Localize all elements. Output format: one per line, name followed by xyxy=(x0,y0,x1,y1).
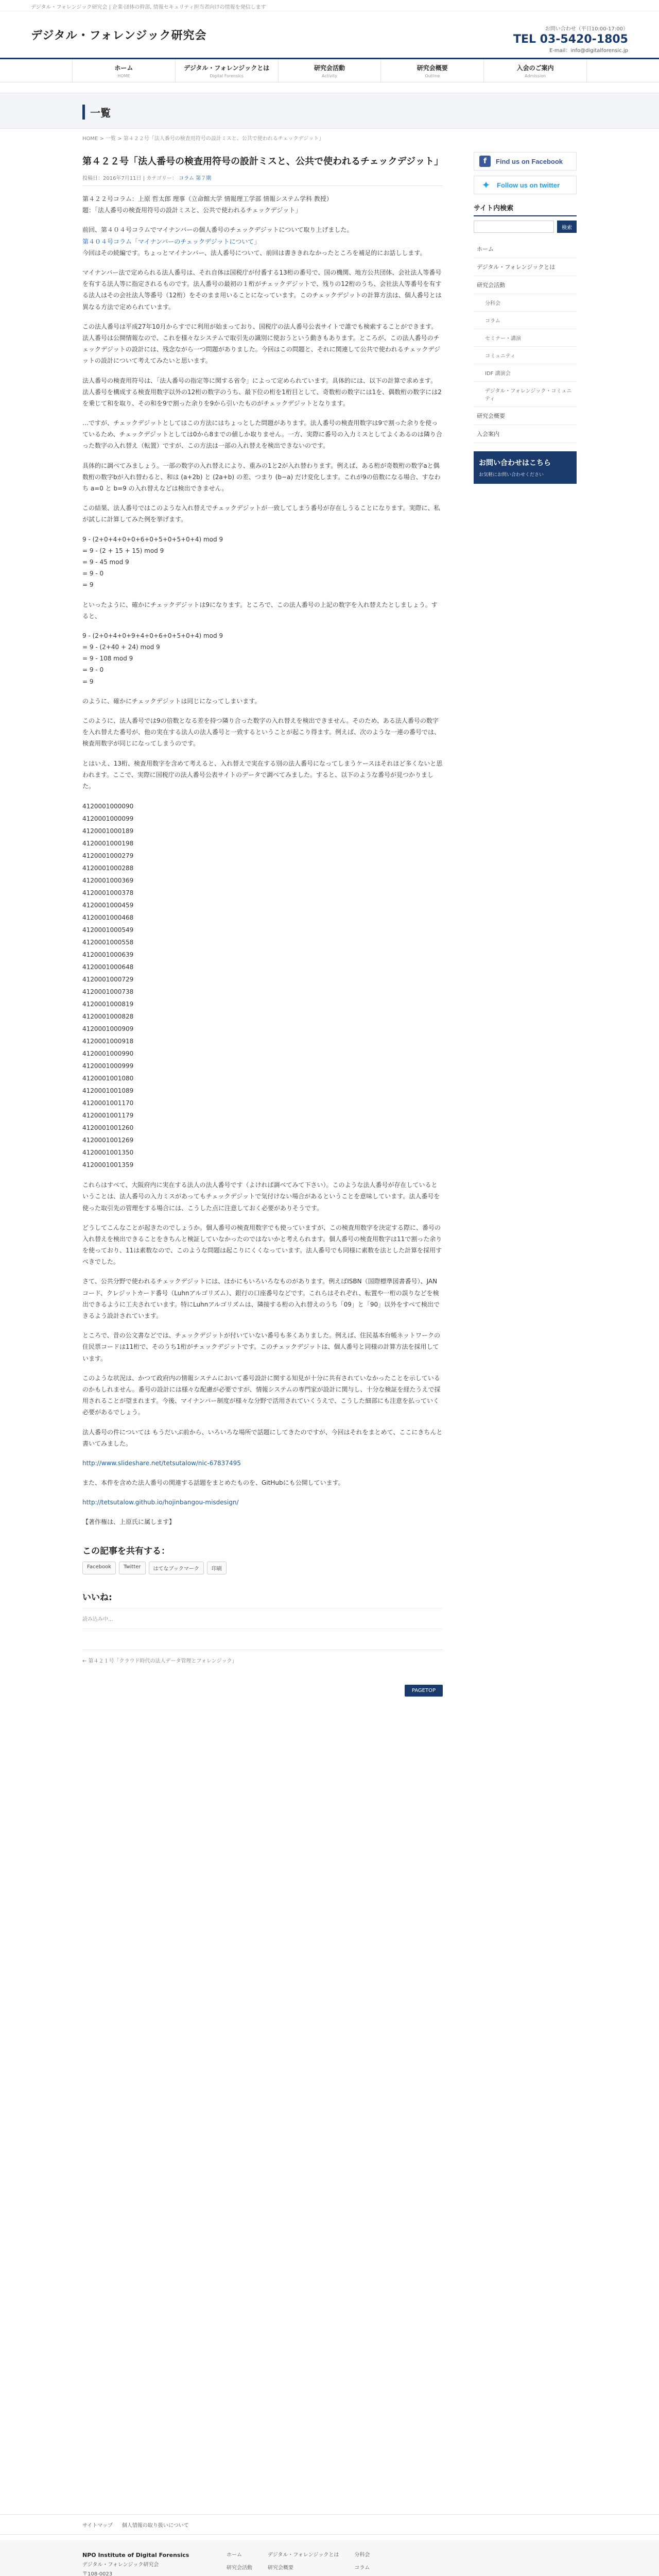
footer-link[interactable]: ホーム xyxy=(227,2552,242,2558)
search-heading: サイト内検索 xyxy=(474,202,577,216)
corporate-number: 4120001000279 xyxy=(82,852,134,860)
footer-link[interactable]: 分科会 xyxy=(354,2552,370,2558)
corporate-number: 4120001000738 xyxy=(82,988,134,996)
site-header xyxy=(0,11,659,58)
post-paragraph: マイナンバー法で定められる法人番号は、それ自体は国税庁が付番する13桁の番号で、国の機関、地方公共団体、会社法人等番号を有する法人等に指定されるものです。法人番号の最初の１桁がチェックデジットで、残りの12桁のうち、会社法人等番号を有する法人はその会社法人等番号（12桁）をそのまま用いることになっています。このチェックデジットの計算方法は、個人番号とは異なる方法で定められています。 xyxy=(82,269,442,311)
post-paragraph: このような状況は、かつて政府内の情報システムにおいて番号設計に関する知見が十分に共有されていなかったことを示しているのかもしれません。番号の設計には様々な配慮が必要ですが、情報システムの専門家が設計に関与し、十分な検証を経たうえで採用されることが望まれます。今後、マイナンバー制度が様々な分野で活用されていくうえで、こうした細部にも注意を払っていく必要があるでしょう。 xyxy=(82,1374,441,1416)
footer-nav xyxy=(227,2550,390,2576)
calculation-block-1 xyxy=(82,534,443,591)
footer-link[interactable]: 研究会概要 xyxy=(268,2565,293,2571)
sitemap-link[interactable]: サイトマップ xyxy=(82,2523,113,2529)
post-paragraph: …ですが、チェックデジットとしてはこの方法にはちょっとした問題があります。法人番号の検査用数字は9で割った余りを使っているため、チェックデジットとしては0から8までの値しか取りません。一方、実際に番号の入力ミスとしてよくあるのは隣り合った数字の入れ替え（転置）ですが、この方法は一部の入れ替えを検出できないのです。 xyxy=(82,419,442,450)
nav-digital-forensics[interactable]: デジタル・フォレンジックとは Digital Forensics xyxy=(176,59,279,82)
corporate-number: 4120001000189 xyxy=(82,827,134,835)
side-menu-subitem[interactable]: セミナー・講演 xyxy=(474,329,577,347)
calc-line: = 9 - (2 + 15 + 15) mod 9 xyxy=(82,547,164,554)
tagline: デジタル・フォレンジック研究会 | 企業·団体の幹部, 情報セキュリティ担当者向けの情報を発信します xyxy=(0,0,659,11)
side-menu-subitem[interactable]: デジタル・フォレンジック・コミュニティ xyxy=(474,382,577,407)
post-meta: 投稿日：2016年7月11日 | カテゴリー： コラム 第７期 xyxy=(82,174,443,186)
calc-line: = 9 - 108 mod 9 xyxy=(82,655,133,663)
corporate-number: 4120001000999 xyxy=(82,1062,134,1070)
sidebar xyxy=(474,147,577,1697)
post-paragraph: この結果、法人番号ではこのような入れ替えでチェックデジットが一致してしまう番号が存在しうることになります。実際に、私が試しに計算してみた例を挙げます。 xyxy=(82,504,440,523)
nav-activity[interactable]: 研究会活動 Activity xyxy=(279,59,381,82)
post-paragraph: 具体的に調べてみましょう。一部の数字の入れ替えにより、重みの1と2が入れ替わります。例えば、ある桁が奇数桁の数字aと偶数桁の数字bが入れ替わると、和は (a+2b) と (2a+b) の差、つまり (b−a) だけ変化します。これが9の倍数になる場合、すなわち a=0 と b=9 の入れ替えなどは検出できません。 xyxy=(82,462,441,493)
share-buttons xyxy=(82,1562,443,1574)
corporate-number: 4120001000558 xyxy=(82,939,134,946)
share-heading: この記事を共有する： xyxy=(82,1546,170,1556)
calc-line: 9 - (2+0+4+0+9+4+0+6+0+5+0+4) mod 9 xyxy=(82,632,223,639)
post-paragraph: 法人番号の検査用符号は、「法人番号の指定等に関する省令」によって定められています。具体的には、以下の計算で求めます。法人番号を構成する検査用数字以外の12桁の数字のうち、最下位の桁を1桁目として、奇数桁の数字には1を、偶数桁の数字には2を乗じて和を取り、その和を9で割った余りを9から引いたものがチェックデジットとなります。 xyxy=(82,377,442,407)
corporate-number: 4120001000378 xyxy=(82,889,134,897)
footer-links xyxy=(0,2514,659,2535)
post-paragraph xyxy=(82,1458,443,1469)
nav-home[interactable]: ホーム HOME xyxy=(72,59,176,82)
footer-link[interactable]: 研究会活動 xyxy=(227,2565,252,2571)
contact-tel: TEL 03-5420-1805 xyxy=(513,33,628,46)
corporate-number: 4120001000828 xyxy=(82,1013,134,1021)
post-paragraph xyxy=(82,1497,443,1508)
side-menu-item[interactable]: デジタル・フォレンジックとは xyxy=(474,258,577,276)
post-paragraph: のように、確かにチェックデジットは同じになってしまいます。 xyxy=(82,697,261,705)
post-paragraph: また、本件を含めた法人番号の関連する話題をまとめたものを、GitHubにも公開しています。 xyxy=(82,1479,344,1487)
search-input[interactable] xyxy=(474,221,554,233)
corporate-number: 4120001000990 xyxy=(82,1050,134,1058)
twitter-banner[interactable] xyxy=(474,176,577,194)
calc-line: = 9 - 0 xyxy=(82,666,104,674)
corporate-number: 4120001001350 xyxy=(82,1149,134,1157)
corporate-number: 4120001000099 xyxy=(82,815,134,823)
calc-line: = 9 - (2+40 + 24) mod 9 xyxy=(82,643,160,651)
post-paragraph: 前回、第４０４号コラムでマイナンバーの個人番号のチェックデジットについて取り上げました。 第４０４号コラム「マイナンバーのチェックデジットについて」 今回はその続編です。ちょっとマイナンバー、法人番号について、前回は書ききれなかったところを補足的にお話しします。 xyxy=(82,226,426,257)
privacy-link[interactable]: 個人情報の取り扱いについて xyxy=(122,2523,189,2529)
page-title-band xyxy=(0,93,659,129)
contact-mail: E-mail：info@digitalforensic.jp xyxy=(549,48,628,54)
corporate-number: 4120001000549 xyxy=(82,926,134,934)
copyright-note: 【著作権は、上原氏に属します】 xyxy=(82,1518,176,1526)
like-loading: 読み込み中... xyxy=(82,1608,443,1629)
footer-org-name: NPO Institute of Digital Forensics xyxy=(82,2552,189,2558)
corporate-number: 4120001000819 xyxy=(82,1001,134,1008)
post-category-link[interactable]: コラム 第７期 xyxy=(179,176,212,182)
pagetop-button[interactable]: PAGETOP xyxy=(405,1685,443,1697)
corporate-number: 4120001000639 xyxy=(82,951,134,959)
post-paragraph: とはいえ、13桁、検査用数字を含めて考えると、入れ替えで実在する別の法人番号になってしまうケースはそれほど多くないと思われます。ここで、実際に国税庁の法人番号公表サイトのデータで調べてみました。すると、以下のような番号が見つかりました。 xyxy=(82,759,443,790)
corporate-number: 4120001000459 xyxy=(82,902,134,909)
like-heading: いいね: xyxy=(82,1592,112,1603)
post-intro: 第４２２号コラム：上原 哲太郎 理事（立命館大学 情報理工学部 情報システム学科 教授） 題：「法人番号の検査用符号の設計ミスと、公共で使われるチェックデジット」 xyxy=(82,195,333,214)
twitter-bird-icon: ✦ xyxy=(481,179,491,191)
like-section xyxy=(82,1590,443,1629)
calc-line: = 9 xyxy=(82,677,94,685)
post-category-label: カテゴリー： xyxy=(146,176,177,182)
page-title: 一覧 xyxy=(82,105,577,120)
share-section xyxy=(82,1544,443,1574)
corporate-number: 4120001001179 xyxy=(82,1112,134,1120)
nav-outline[interactable]: 研究会概要 Outline xyxy=(381,59,484,82)
facebook-icon: f xyxy=(479,156,491,167)
post-paragraph: といったように、確かにチェックデジットは9になります。ところで、この法人番号の上記の数字を入れ替えたとしましょう。すると、 xyxy=(82,601,438,620)
site-logo[interactable]: デジタル・フォレンジック研究会 xyxy=(31,29,207,42)
footer-link[interactable]: コラム xyxy=(354,2565,370,2571)
twitter-label: Follow us on twitter xyxy=(497,181,560,189)
calc-line: = 9 - 45 mod 9 xyxy=(82,558,129,566)
slideshare-link[interactable]: http://www.slideshare.net/tetsutalow/nic-67837495 xyxy=(82,1459,241,1467)
facebook-label: Find us on Facebook xyxy=(496,157,563,165)
sns-buttons xyxy=(474,152,577,194)
side-menu-item[interactable]: 研究会活動 xyxy=(474,276,577,294)
side-menu xyxy=(474,240,577,443)
breadcrumb[interactable]: HOME > 一覧 > 第４２２号「法人番号の検査用符号の設計ミスと、公共で使われるチェックデジット」 xyxy=(82,136,324,142)
side-menu-item[interactable]: 研究会概要 xyxy=(474,407,577,425)
contact-banner[interactable] xyxy=(474,451,577,484)
search-button[interactable]: 検索 xyxy=(557,221,577,233)
corporate-number: 4120001000468 xyxy=(82,914,134,922)
main-column xyxy=(82,147,443,1697)
share-hatena-button[interactable]: はてなブックマーク xyxy=(149,1562,204,1574)
corporate-number: 4120001000198 xyxy=(82,840,134,848)
footer-org: NPO Institute of Digital Forensics デジタル・フォレンジック研究会 〒108-0023 xyxy=(82,2550,227,2576)
post-paragraph: さて、公共分野で使われるチェックデジットには、ほかにもいろいろなものがあります。例えばISBN（国際標準図書番号）、JANコード、クレジットカード番号（Luhnアルゴリズム）、銀行の口座番号などです。これらはそれぞれ、転置や一桁の誤りなどを検出できるように工夫されています。特にLuhnアルゴリズムは、隣接する桁の入れ替えのうち「09」と「90」以外をすべて検出できるよう設計されています。 xyxy=(82,1278,440,1320)
contact-hours: お問い合わせ（平日10:00-17:00） xyxy=(545,26,628,32)
side-menu-subitem[interactable]: コミュニティ xyxy=(474,347,577,364)
corporate-number: 4120001001080 xyxy=(82,1075,134,1082)
print-button[interactable]: 印刷 xyxy=(207,1562,227,1574)
corporate-number: 4120001001089 xyxy=(82,1087,134,1095)
post-date: 投稿日：2016年7月11日 xyxy=(82,176,142,182)
column-404-link[interactable]: 第４０４号コラム「マイナンバーのチェックデジットについて」 xyxy=(82,238,261,245)
corporate-number: 4120001000648 xyxy=(82,963,134,971)
post-paragraph: この法人番号は平成27年10月からすでに利用が始まっており、国税庁の法人番号公表サイトで誰でも検索することができます。法人番号は公開情報なので、これを様々なシステムで取引先の識別に使おうという動きもあります。ところが、この法人番号のチェックデジットの設計には、残念ながら一つ問題がありました。今回はこの問題と、それに関連して公共で使われるチェックデジットの設計について考えてみたいと思います。 xyxy=(82,323,441,365)
corporate-number: 4120001000909 xyxy=(82,1025,134,1033)
corporate-number: 4120001001260 xyxy=(82,1124,134,1132)
side-menu-item[interactable]: ホーム xyxy=(474,240,577,258)
post-paragraph: このように、法人番号では9の倍数となる差を持つ隣り合った数字の入れ替えを検出できません。そのため、ある法人番号の数字を入れ替えた番号が、他の実在する法人の法人番号と一致するということが起こり得ます。例えば、次のような一連の番号では、検査用数字が同じになってしまうのです。 xyxy=(82,717,441,748)
calc-line: = 9 xyxy=(82,581,94,589)
site-footer xyxy=(0,2540,659,2576)
post-paragraph: ところで、昔の公文書などでは、チェックデジットが付いていない番号も多くありました。例えば、住民基本台帳ネットワークの住民票コードは11桁で、そのうち1桁がチェックデジットです。このチェックデジットは、個人番号と同様の計算方法を採用しています。 xyxy=(82,1332,441,1362)
header-contact xyxy=(513,24,628,54)
share-twitter-button[interactable]: Twitter xyxy=(119,1562,146,1574)
corporate-number: 4120001000918 xyxy=(82,1038,134,1045)
prev-post-link[interactable]: ← 第４２１号「クラウド時代の法人データ管理とフォレンジック」 xyxy=(82,1650,443,1664)
side-menu-subitem[interactable]: コラム xyxy=(474,312,577,329)
calc-line: 9 - (2+0+4+0+0+6+0+5+0+5+0+4) mod 9 xyxy=(82,535,223,543)
corporate-number: 4120001001170 xyxy=(82,1099,134,1107)
calculation-block-2 xyxy=(82,630,443,687)
facebook-banner[interactable] xyxy=(474,152,577,171)
corporate-number: 4120001000288 xyxy=(82,865,134,872)
post-paragraph: これらはすべて、大阪府内に実在する法人の法人番号です（よければ調べてみて下さい）。このような法人番号が存在しているということは、法人番号の入力ミスがあってもチェックデジットで気付けない場合があるということを意味しています。法人番号を使った取引先の管理をする場合には、こうした点に注意しておく必要がありそうです。 xyxy=(82,1181,440,1212)
content-area xyxy=(0,147,659,1697)
site-search xyxy=(474,221,577,233)
calc-line: = 9 - 0 xyxy=(82,570,104,578)
corporate-number-list xyxy=(82,800,443,1171)
post-paragraph: どうしてこんなことが起きたのでしょうか。個人番号の検査用数字でも使っていますが、この検査用数字を決定する際に、番号の入れ替えを検出できることをきちんと検証していなかったのではないかと考えられます。個人番号の検査用数字は11で割った余りを使っており、11は素数なので、このような問題は起こりにくくなっています。法人番号でも同様に素数を法とした計算を採用すべきでした。 xyxy=(82,1224,442,1266)
side-menu-subitem[interactable]: IDF 講演会 xyxy=(474,364,577,382)
contact-banner-sub: お気軽にお問い合わせください xyxy=(479,472,544,478)
nav-admission[interactable]: 入会のご案内 Admission xyxy=(484,59,587,82)
footer-link[interactable]: デジタル・フォレンジックとは xyxy=(268,2552,339,2558)
corporate-number: 4120001001269 xyxy=(82,1137,134,1144)
side-menu-subitem[interactable]: 分科会 xyxy=(474,294,577,312)
post-paragraph: 法人番号の件については もうだいぶ前から、いろいろな場所で話題にしてきたのですが、今回はそれをまとめて、ここにきちんと書いてみました。 xyxy=(82,1428,443,1447)
share-facebook-button[interactable]: Facebook xyxy=(82,1562,116,1574)
corporate-number: 4120001000090 xyxy=(82,803,134,810)
github-link[interactable]: http://tetsutalow.github.io/hojinbangou-misdesign/ xyxy=(82,1499,239,1506)
side-menu-item[interactable]: 入会案内 xyxy=(474,425,577,443)
post-title: 第４２２号「法人番号の検査用符号の設計ミスと、公共で使われるチェックデジット」 xyxy=(82,156,444,167)
corporate-number: 4120001000729 xyxy=(82,976,134,984)
corporate-number: 4120001001359 xyxy=(82,1161,134,1169)
global-nav xyxy=(0,58,659,82)
contact-banner-title: お問い合わせはこちら xyxy=(479,459,551,467)
corporate-number: 4120001000369 xyxy=(82,877,134,885)
